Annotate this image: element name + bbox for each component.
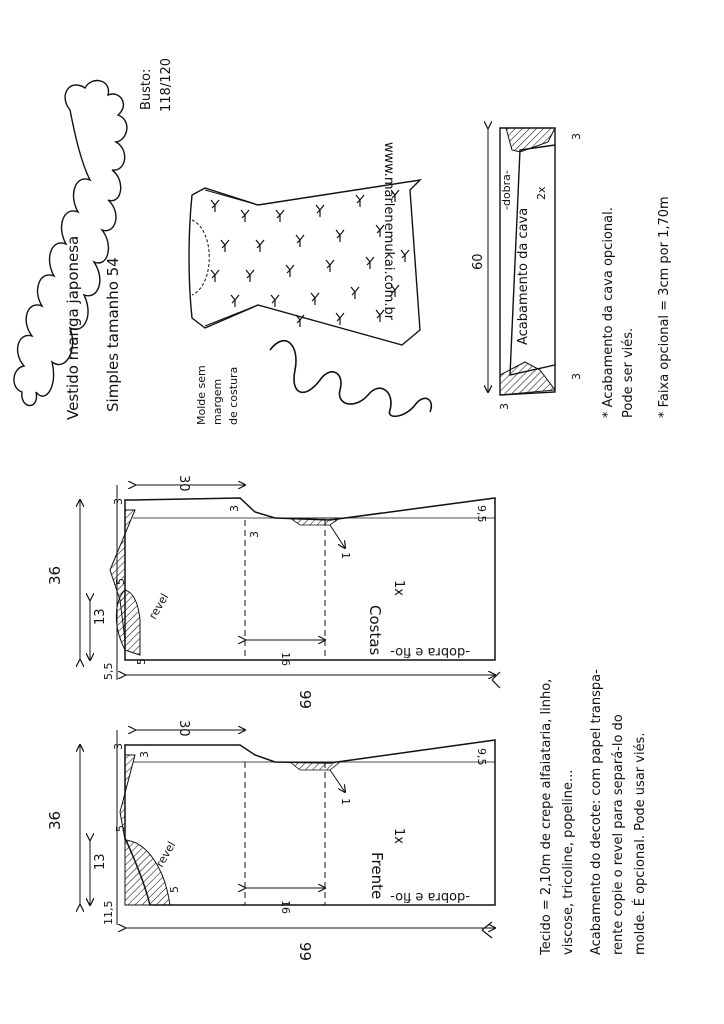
- front-m30: 30: [176, 720, 191, 737]
- front-m36: 36: [46, 810, 64, 830]
- facing-m3b: 3: [570, 373, 583, 380]
- note-belt: * Faixa opcional = 3cm por 1,70m: [657, 196, 672, 418]
- front-m1: 1: [339, 798, 352, 805]
- fabric-line4: rente copie o revel para separá-lo do: [611, 714, 626, 955]
- back-count: 1x: [391, 580, 406, 596]
- front-m99: 99: [296, 942, 314, 962]
- flower-print-13: [286, 265, 294, 277]
- flower-print-6: [221, 240, 229, 252]
- back-m16: 16: [279, 652, 292, 666]
- fabric-line1: Tecido = 2,10m de crepe alfaiataria, linho,: [539, 678, 554, 955]
- fabric-line5: molde. É opcional. Pode usar viés.: [633, 732, 648, 955]
- back-m1: 1: [339, 552, 352, 559]
- note-facing-1: * Acabamento da cava opcional.: [601, 207, 616, 418]
- flower-print-3: [316, 205, 324, 217]
- back-m36: 36: [46, 565, 64, 585]
- flower-print-16: [401, 250, 409, 262]
- back-facing: revel: [146, 591, 172, 622]
- front-facing: revel: [153, 839, 179, 870]
- flower-print-15: [366, 257, 374, 269]
- front-m115: 11,5: [102, 900, 115, 925]
- website: www.marlenemukai.com.br: [381, 142, 396, 321]
- seam-note-2: margem: [211, 378, 224, 425]
- flower-print-4: [356, 195, 364, 207]
- seam-note-3: de costura: [227, 366, 240, 425]
- front-fold: -dobra e fio-: [390, 889, 470, 904]
- back-m99: 99: [296, 690, 314, 710]
- title-line2: Simples tamanho 54: [104, 257, 122, 412]
- back-m95: 9,5: [475, 505, 488, 523]
- back-m55: 5,5: [102, 662, 115, 680]
- flower-print-9: [336, 230, 344, 242]
- front-side-arrow: [482, 922, 492, 938]
- flower-print-7: [256, 240, 264, 252]
- back-m3a: 3: [112, 498, 125, 505]
- note-facing-2: Pode ser viés.: [621, 327, 636, 418]
- flower-print-14: [326, 260, 334, 272]
- back-m3b: 3: [228, 505, 241, 512]
- flower-print-20: [351, 287, 359, 299]
- bust-value: 118/120: [159, 57, 174, 112]
- bust-label: Busto:: [139, 68, 154, 110]
- flower-print-18: [271, 295, 279, 307]
- front-m13: 13: [93, 853, 108, 870]
- back-name: Costas: [366, 605, 384, 656]
- facing-fold: -dobra-: [500, 170, 513, 210]
- flower-print-17: [231, 295, 239, 307]
- flower-print-11: [211, 270, 219, 282]
- back-m3c: 3: [248, 531, 261, 538]
- flower-print-0: [211, 200, 219, 212]
- front-m95: 9,5: [475, 748, 488, 766]
- front-m3b: 3: [138, 751, 151, 758]
- signature: [270, 341, 431, 417]
- seam-note-1: Molde sem: [195, 365, 208, 425]
- flower-print-12: [246, 270, 254, 282]
- facing-count: 2x: [535, 186, 548, 200]
- fabric-line3: Acabamento do decote: com papel transpa-: [589, 669, 604, 955]
- flower-print-2: [276, 210, 284, 222]
- title-line1: Vestido manga japonesa: [64, 235, 82, 420]
- back-side-arrow: [492, 672, 500, 688]
- facing-m3a: 3: [570, 133, 583, 140]
- front-name: Frente: [368, 852, 386, 900]
- back-m30: 30: [176, 475, 191, 492]
- front-m5a: 5: [114, 825, 127, 832]
- fabric-line2: viscose, tricoline, popeline...: [561, 769, 576, 955]
- front-m3a: 3: [112, 743, 125, 750]
- flower-print-1: [241, 210, 249, 222]
- facing-length: 60: [471, 253, 486, 270]
- flower-print-23: [336, 313, 344, 325]
- back-m5a: 5: [114, 578, 127, 585]
- facing-m3c: 3: [498, 403, 511, 410]
- front-m16: 16: [279, 900, 292, 914]
- front-m5b: 5: [168, 886, 181, 893]
- flower-print-19: [311, 293, 319, 305]
- back-fold: -dobra e fio-: [390, 644, 470, 659]
- facing-label: Acabamento da cava: [516, 207, 531, 345]
- flower-print-8: [296, 235, 304, 247]
- front-count: 1x: [391, 828, 406, 844]
- back-m5b: 5: [135, 658, 148, 665]
- back-m13: 13: [93, 608, 108, 625]
